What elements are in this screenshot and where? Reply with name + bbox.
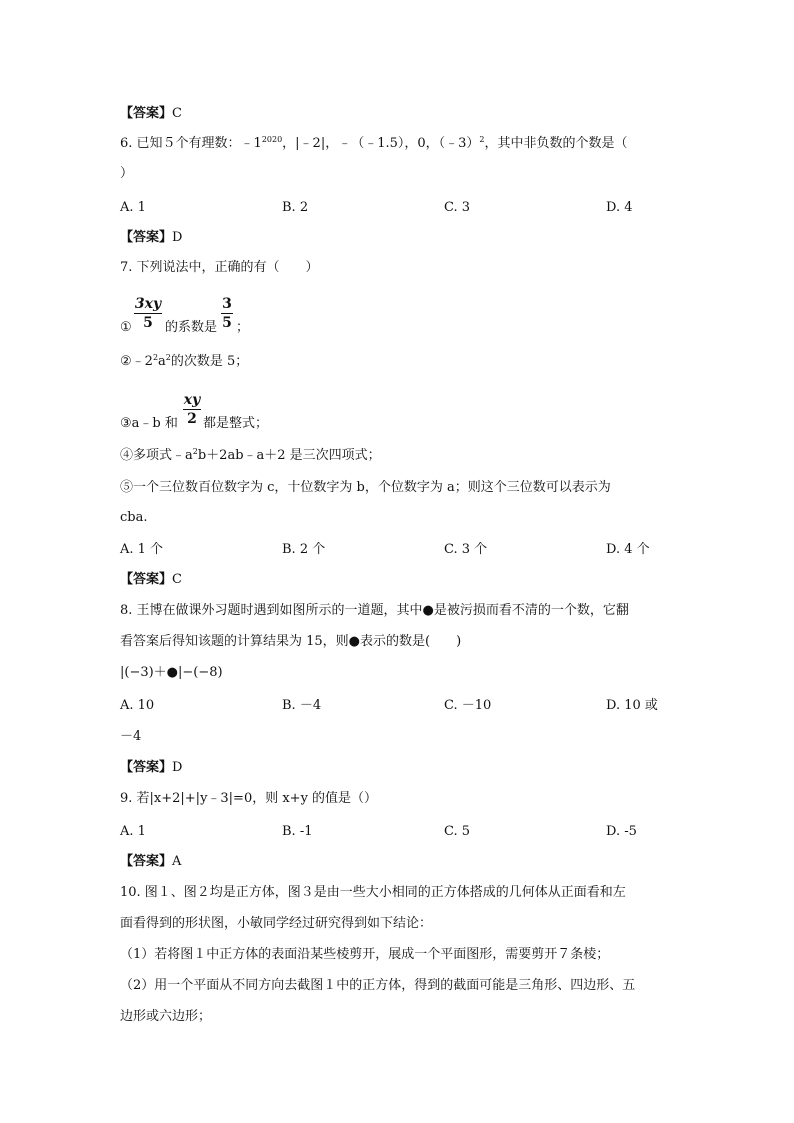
q8-option-b: B. －4 [282, 698, 322, 713]
q8-answer [120, 760, 182, 776]
q8-option-c: C. －10 [444, 698, 492, 713]
answer-value: C [172, 106, 182, 121]
q7-s1-fraction-3-over-5 [221, 296, 233, 331]
fraction-bar [134, 313, 162, 314]
q7-s5-line2: cba. [120, 510, 148, 525]
q7-s2-part3: 的次数是 5； [170, 354, 249, 369]
q6-exponent2: 2 [479, 135, 485, 144]
q7-stem: 7. 下列说法中，正确的有（ ） [120, 260, 319, 275]
answer-label: 【答案】 [120, 230, 173, 245]
q9-option-c: C. 5 [444, 824, 471, 839]
q7-s3-part1: ③a﹣b 和 [120, 416, 178, 431]
fraction-denominator: 5 [143, 315, 153, 331]
q7-s2-exponent2: 2 [165, 353, 171, 362]
q7-s3-fraction-xy-over-2 [183, 392, 201, 427]
q6-option-b: B. 2 [282, 200, 309, 215]
q6-option-c: C. 3 [444, 200, 471, 215]
q10-stem-line2: 面看得到的形状图，小敏同学经过研究得到如下结论： [120, 916, 433, 931]
q7-s1-fraction-3xy-over-5 [134, 296, 162, 331]
q7-s2-exponent1: 2 [152, 353, 159, 362]
q7-s2 [120, 354, 248, 370]
answer-value: D [172, 230, 183, 245]
q7-s4-part2: b＋2ab﹣a＋2 是三次四项式； [197, 448, 381, 463]
q9-option-a: A. 1 [120, 824, 146, 839]
q6-exponent1: 2020 [261, 135, 283, 144]
q7-answer [120, 572, 182, 588]
q6-stem-part2: ，|﹣2|，﹣（﹣1.5），0，（﹣3） [282, 136, 480, 151]
answer-value: D [172, 760, 183, 775]
answer-label: 【答案】 [120, 854, 173, 869]
fraction-denominator: 2 [187, 411, 197, 427]
q7-option-a: A. 1 个 [120, 542, 164, 557]
fraction-numerator: 3 [222, 296, 232, 312]
q8-expression: |(−3)＋●|−(−8) [120, 665, 223, 680]
q7-s1-mark: ① [120, 320, 132, 335]
fraction-numerator: 3xy [134, 296, 162, 312]
fraction-numerator: xy [183, 392, 201, 408]
q7-option-b: B. 2 个 [282, 542, 326, 557]
q9-answer [120, 854, 181, 870]
q6-option-d: D. 4 [606, 200, 633, 215]
q7-option-c: C. 3 个 [444, 542, 488, 557]
answer-value: C [172, 572, 182, 587]
fraction-bar [183, 409, 201, 410]
q8-option-d: D. 10 或 [606, 698, 658, 713]
q7-s5-line1: ⑤一个三位数百位数字为 c，十位数字为 b，个位数字为 a；则这个三位数可以表示为 [120, 480, 611, 495]
fraction-bar [221, 313, 233, 314]
q8-stem-line1: 8. 王博在做课外习题时遇到如图所示的一道题，其中●是被污损而看不清的一个数，它翻 [120, 603, 629, 618]
q6-stem-part1: 6. 已知５个有理数：﹣1 [120, 136, 262, 151]
answer-value: A [172, 854, 182, 869]
q6-stem-line2: ） [120, 166, 134, 181]
q8-option-a: A. 10 [120, 698, 155, 713]
q9-option-b: B. -1 [282, 824, 313, 839]
q6-stem [120, 136, 628, 152]
q9-stem: 9. 若|x+2|+|y﹣3|=0，则 x+y 的值是（） [120, 791, 378, 806]
q6-answer [120, 230, 182, 246]
q7-s4-exponent: 2 [192, 447, 198, 456]
q7-s1-end: ； [236, 320, 250, 335]
q6-stem-part3: ，其中非负数的个数是（ [484, 136, 628, 151]
answer-label: 【答案】 [120, 760, 173, 775]
q7-s2-part1: ②﹣2 [120, 354, 153, 369]
fraction-denominator: 5 [222, 315, 232, 331]
q10-conclusion-1: （1）若将图１中正方体的表面沿某些棱剪开，展成一个平面图形，需要剪开７条棱； [120, 947, 610, 962]
answer-label: 【答案】 [120, 572, 173, 587]
q10-conclusion-2-line2: 边形或六边形； [120, 1009, 212, 1024]
q10-stem-line1: 10. 图１、图２均是正方体，图３是由一些大小相同的正方体搭成的几何体从正面看和左 [120, 885, 626, 900]
q8-stem-line2: 看答案后得知该题的计算结果为 15，则●表示的数是( ) [120, 634, 462, 649]
q7-s3-part2: 都是整式； [203, 416, 269, 431]
q7-s4 [120, 448, 381, 464]
answer-label: 【答案】 [120, 106, 173, 121]
q10-conclusion-2-line1: （2）用一个平面从不同方向去截图１中的正方体，得到的截面可能是三角形、四边形、五 [120, 978, 636, 993]
q7-s1-mid: 的系数是 [165, 320, 218, 335]
answer-prev [120, 106, 182, 122]
q7-s2-part2: a [158, 354, 166, 369]
q7-s4-part1: ④多项式﹣a [120, 448, 193, 463]
q9-option-d: D. -5 [606, 824, 637, 839]
q8-option-d-continued: －4 [120, 729, 142, 744]
q6-option-a: A. 1 [120, 200, 146, 215]
q7-option-d: D. 4 个 [606, 542, 650, 557]
